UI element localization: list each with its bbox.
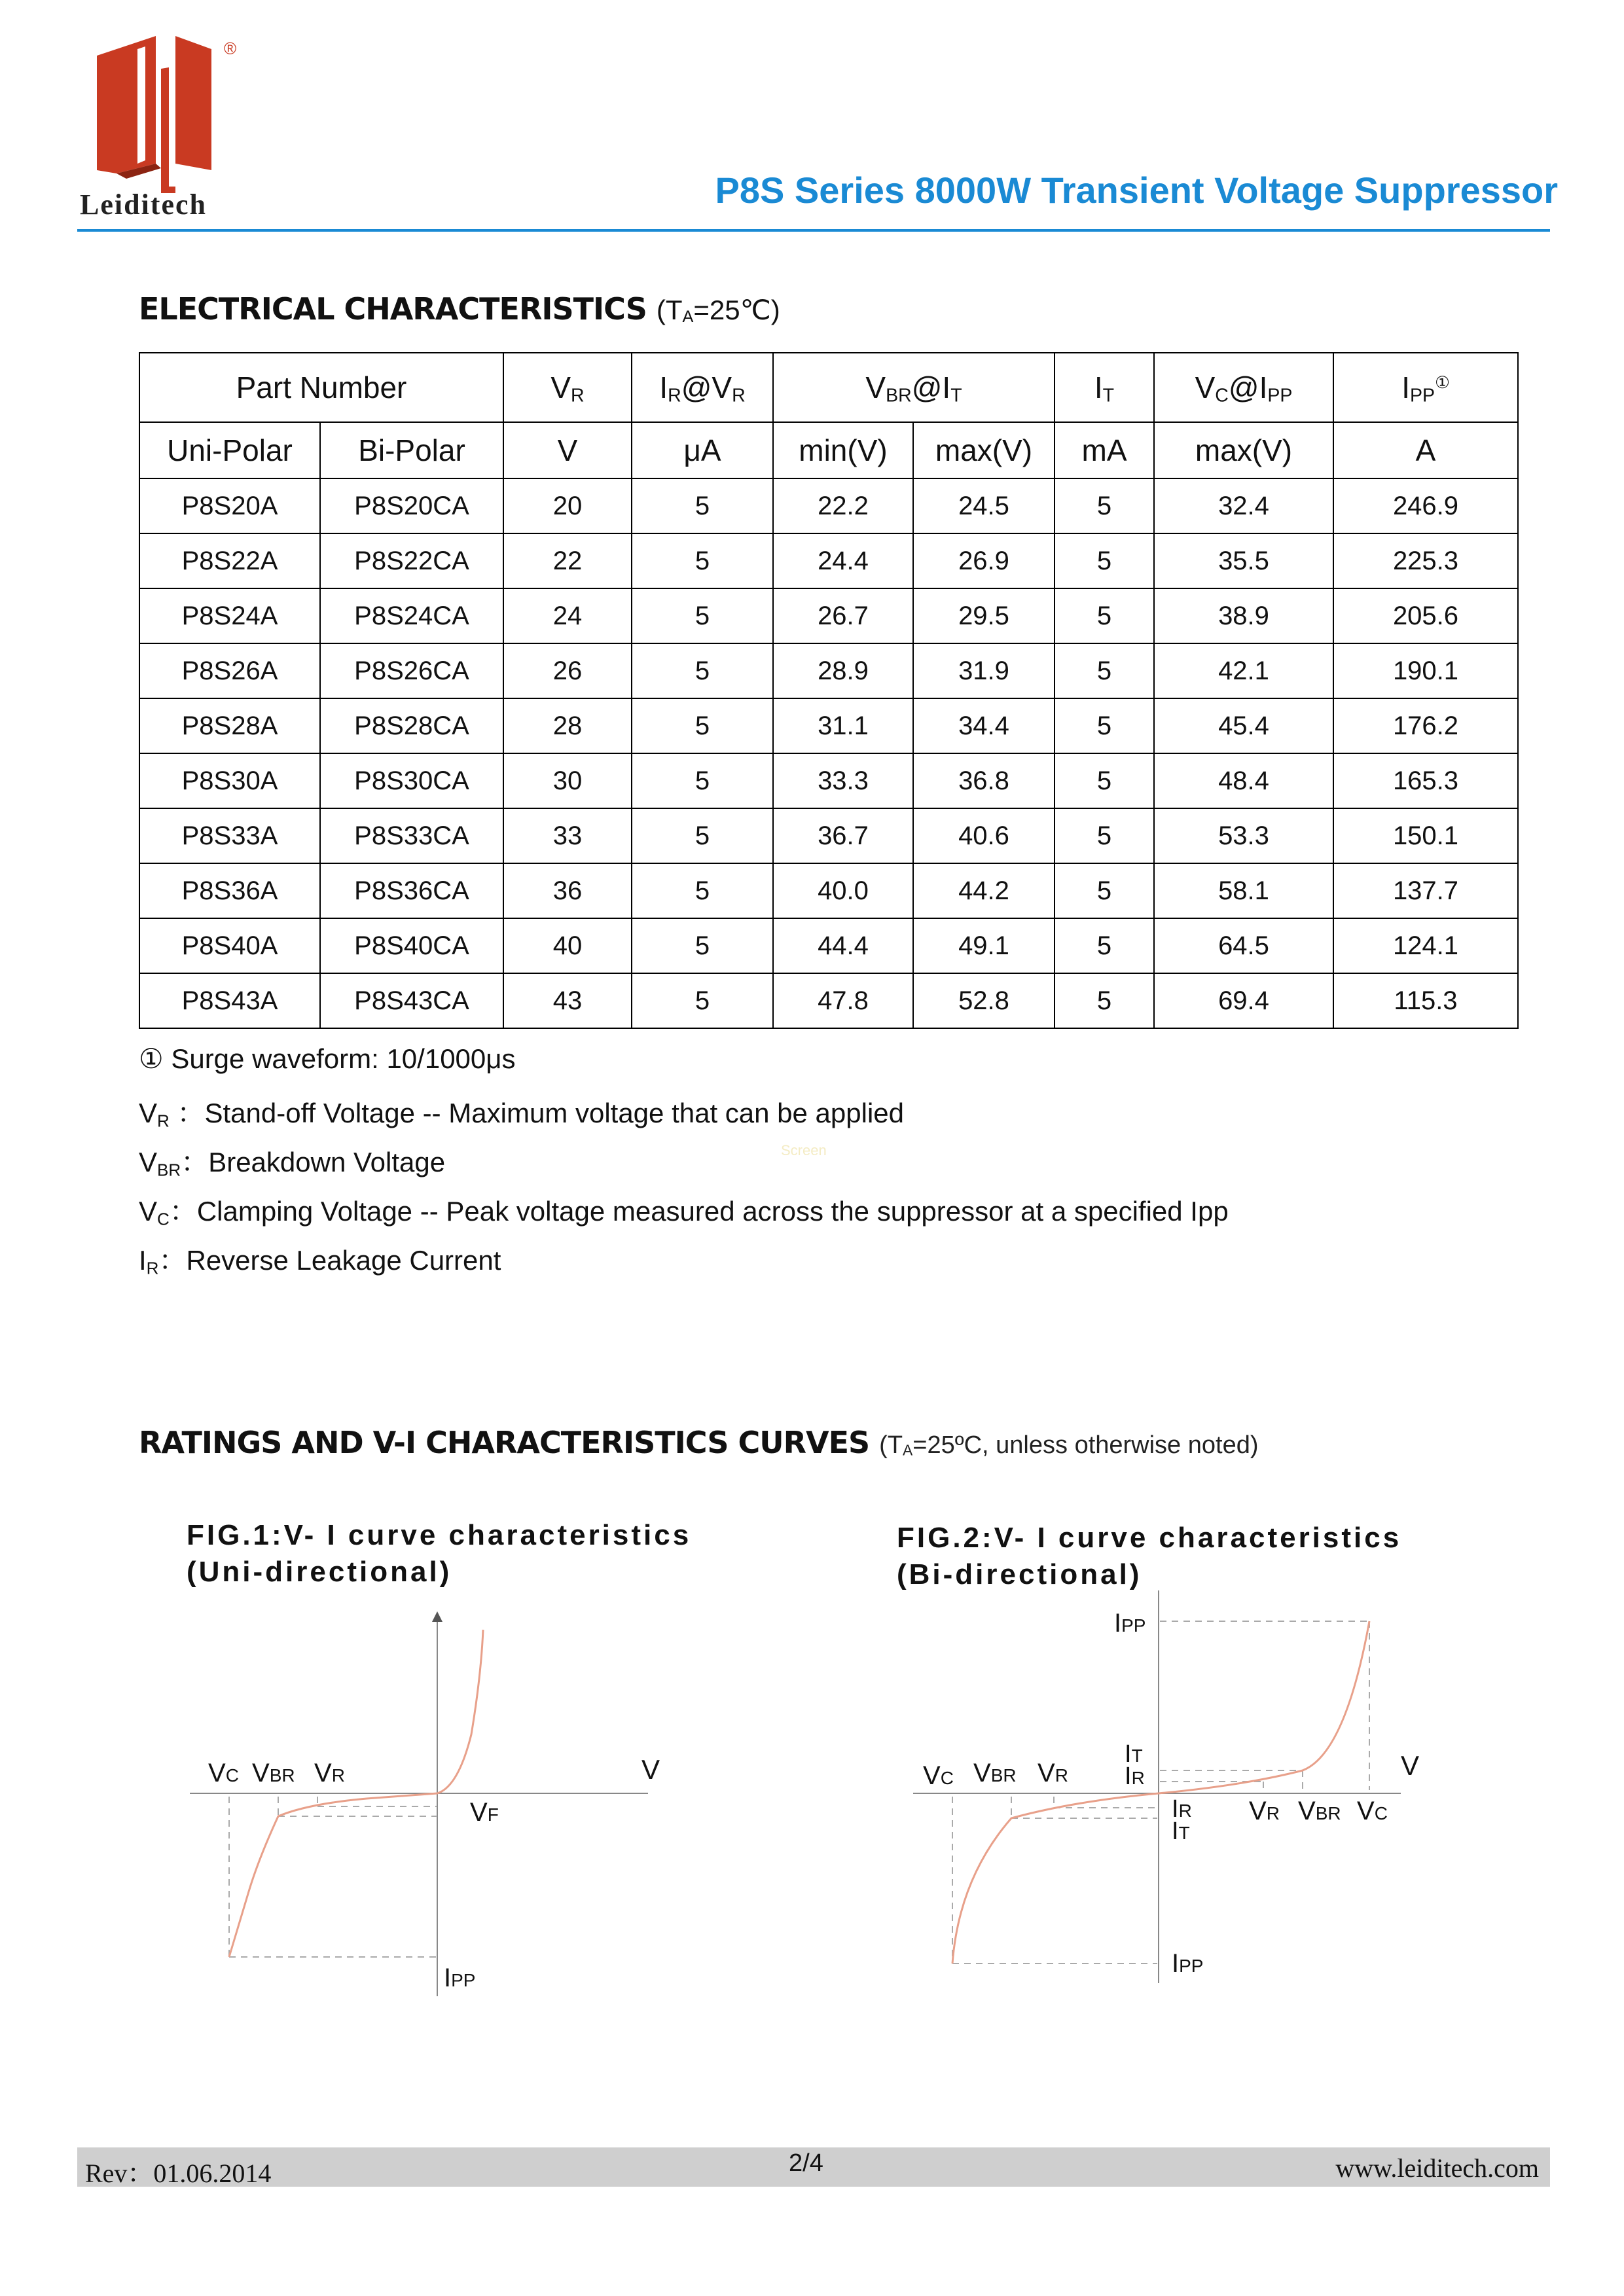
table-cell: 28 <box>503 698 632 753</box>
table-cell: 5 <box>632 973 773 1028</box>
table-cell: 38.9 <box>1154 588 1333 643</box>
fig2-label-ir-top: IR <box>1125 1763 1145 1790</box>
footer-revision: Rev：01.06.2014 <box>85 2159 272 2188</box>
table-cell: 32.4 <box>1154 478 1333 533</box>
table-cell: 124.1 <box>1333 918 1518 973</box>
table-cell: P8S24CA <box>320 588 503 643</box>
unit-vbr-max: max(V) <box>913 422 1055 478</box>
table-cell: P8S28A <box>139 698 320 753</box>
table-cell: 22 <box>503 533 632 588</box>
table-cell: 5 <box>632 698 773 753</box>
table-cell: 5 <box>632 753 773 808</box>
table-cell: 44.2 <box>913 863 1055 918</box>
table-cell: P8S33A <box>139 808 320 863</box>
table-cell: P8S43CA <box>320 973 503 1028</box>
fig2-label-ir-bot: IR <box>1172 1795 1192 1823</box>
fig2-label-v: V <box>1401 1750 1420 1781</box>
table-cell: 26 <box>503 643 632 698</box>
table-cell: 5 <box>1055 478 1154 533</box>
ratings-heading: RATINGS AND V-I CHARACTERISTICS CURVES ($T_A=25ºC$, unless otherwise noted) <box>139 1425 1259 1460</box>
fig2-curve <box>952 1621 1369 1964</box>
table-cell: P8S40CA <box>320 918 503 973</box>
table-cell: 29.5 <box>913 588 1055 643</box>
table-cell: P8S28CA <box>320 698 503 753</box>
table-cell: 47.8 <box>773 973 913 1028</box>
table-cell: 24 <box>503 588 632 643</box>
table-cell: 5 <box>1055 533 1154 588</box>
table-cell: P8S26CA <box>320 643 503 698</box>
table-cell: P8S40A <box>139 918 320 973</box>
table-cell: 5 <box>1055 973 1154 1028</box>
table-cell: P8S30CA <box>320 753 503 808</box>
ratings-condition: ($T_A=25ºC$, unless otherwise noted) <box>879 1431 1259 1459</box>
table-cell: P8S43A <box>139 973 320 1028</box>
table-cell: 40.0 <box>773 863 913 918</box>
table-cell: 5 <box>1055 918 1154 973</box>
fig2-label-vc-right: VC <box>1357 1797 1388 1825</box>
note-surge-waveform: ① Surge waveform: 10/1000μs <box>139 1043 516 1074</box>
unit-uni-polar: Uni-Polar <box>139 422 320 478</box>
table-cell: 34.4 <box>913 698 1055 753</box>
note-ir: $I_R$：Reverse Leakage Current <box>139 1245 501 1278</box>
table-cell: 176.2 <box>1333 698 1518 753</box>
table-cell: 52.8 <box>913 973 1055 1028</box>
table-cell: P8S36A <box>139 863 320 918</box>
table-cell: 190.1 <box>1333 643 1518 698</box>
table-cell: 43 <box>503 973 632 1028</box>
registered-mark: ® <box>224 39 237 58</box>
table-cell: P8S26A <box>139 643 320 698</box>
unit-bi-polar: Bi-Polar <box>320 422 503 478</box>
table-cell: P8S24A <box>139 588 320 643</box>
table-cell: 24.4 <box>773 533 913 588</box>
table-cell: 22.2 <box>773 478 913 533</box>
table-cell: 246.9 <box>1333 478 1518 533</box>
unit-ir: μA <box>632 422 773 478</box>
table-cell: 5 <box>632 588 773 643</box>
table-cell: 58.1 <box>1154 863 1333 918</box>
table-cell: 26.9 <box>913 533 1055 588</box>
fig1-label-vbr: VBR <box>252 1759 295 1787</box>
table-cell: 45.4 <box>1154 698 1333 753</box>
table-cell: 36.7 <box>773 808 913 863</box>
header-ir-at-vr: $I_R@V_R$ <box>632 353 773 422</box>
fig1-label-vr: VR <box>314 1759 345 1787</box>
table-cell: 48.4 <box>1154 753 1333 808</box>
unit-vbr-min: min(V) <box>773 422 913 478</box>
table-cell: 53.3 <box>1154 808 1333 863</box>
document-title: P8S Series 8000W Transient Voltage Suppressor <box>715 170 1558 211</box>
fig2-label-vr-right: VR <box>1249 1797 1280 1825</box>
fig2-label-it-bot: IT <box>1172 1818 1190 1845</box>
table-cell: 36 <box>503 863 632 918</box>
footer-website: www.leiditech.com <box>1335 2153 1539 2183</box>
header-part-number: Part Number <box>139 353 503 422</box>
table-cell: 30 <box>503 753 632 808</box>
table-cell: P8S33CA <box>320 808 503 863</box>
unit-ipp: A <box>1333 422 1518 478</box>
table-cell: 5 <box>632 478 773 533</box>
table-cell: 5 <box>632 808 773 863</box>
table-cell: 5 <box>1055 588 1154 643</box>
table-cell: 20 <box>503 478 632 533</box>
unit-vc: max(V) <box>1154 422 1333 478</box>
fig1-label-vf: VF <box>470 1798 499 1827</box>
table-cell: 44.4 <box>773 918 913 973</box>
table-cell: 28.9 <box>773 643 913 698</box>
table-cell: 36.8 <box>913 753 1055 808</box>
electrical-heading: ELECTRICAL CHARACTERISTICS $(T_A=25℃)$ <box>139 291 780 327</box>
table-cell: 5 <box>632 643 773 698</box>
fig2-label-vbr: VBR <box>973 1759 1017 1787</box>
table-cell: 24.5 <box>913 478 1055 533</box>
table-cell: P8S36CA <box>320 863 503 918</box>
fig1-label-vc: VC <box>208 1759 239 1787</box>
table-cell: 5 <box>1055 643 1154 698</box>
table-cell: 40.6 <box>913 808 1055 863</box>
table-cell: P8S20CA <box>320 478 503 533</box>
table-cell: 26.7 <box>773 588 913 643</box>
fig2-label-ipp-top: IPP <box>1114 1609 1146 1638</box>
table-cell: 150.1 <box>1333 808 1518 863</box>
note-vr: $V_R$ ：Stand-off Voltage -- Maximum voltage that can be applied <box>139 1098 905 1131</box>
table-cell: 40 <box>503 918 632 973</box>
footer-page-number: 2/4 <box>789 2149 823 2177</box>
fig2-label-it-top: IT <box>1125 1740 1143 1768</box>
table-cell: P8S30A <box>139 753 320 808</box>
table-cell: 225.3 <box>1333 533 1518 588</box>
electrical-condition: $(T_A=25℃)$ <box>656 295 780 326</box>
header-it: $I_T$ <box>1055 353 1154 422</box>
table-cell: 31.9 <box>913 643 1055 698</box>
fig1-label-v: V <box>641 1754 660 1785</box>
watermark-text: Screen <box>781 1142 827 1158</box>
table-cell: 35.5 <box>1154 533 1333 588</box>
table-cell: 5 <box>1055 863 1154 918</box>
table-cell: 205.6 <box>1333 588 1518 643</box>
fig2-label-vr: VR <box>1038 1759 1068 1787</box>
unit-vr: V <box>503 422 632 478</box>
table-cell: 42.1 <box>1154 643 1333 698</box>
table-cell: 64.5 <box>1154 918 1333 973</box>
table-cell: 5 <box>632 533 773 588</box>
fig1-label-ipp: IPP <box>444 1964 476 1992</box>
table-cell: P8S22CA <box>320 533 503 588</box>
header-ipp: $I_{PP}^①$ <box>1333 353 1518 422</box>
table-cell: 33.3 <box>773 753 913 808</box>
fig1-title: FIG.1:V- I curve characteristics (Uni-directional) <box>187 1519 692 1588</box>
table-cell: 31.1 <box>773 698 913 753</box>
table-cell: 5 <box>1055 698 1154 753</box>
fig2-title: FIG.2:V- I curve characteristics (Bi-directional) <box>897 1522 1402 1590</box>
table-cell: 137.7 <box>1333 863 1518 918</box>
table-cell: 5 <box>632 918 773 973</box>
header-vbr-at-it: $V_{BR}@I_T$ <box>773 353 1055 422</box>
table-cell: 49.1 <box>913 918 1055 973</box>
table-cell: P8S20A <box>139 478 320 533</box>
header-vc-at-ipp: $V_C@I_{PP}$ <box>1154 353 1333 422</box>
fig2-label-vc: VC <box>923 1761 954 1790</box>
header-vr: $V_R$ <box>503 353 632 422</box>
unit-it: mA <box>1055 422 1154 478</box>
table-cell: 5 <box>1055 753 1154 808</box>
table-cell: 33 <box>503 808 632 863</box>
table-cell: 165.3 <box>1333 753 1518 808</box>
table-cell: 5 <box>1055 808 1154 863</box>
table-cell: P8S22A <box>139 533 320 588</box>
fig2-label-vbr-right: VBR <box>1298 1797 1341 1825</box>
table-cell: 69.4 <box>1154 973 1333 1028</box>
brand-name: Leiditech <box>80 188 207 221</box>
table-cell: 5 <box>632 863 773 918</box>
table-cell: 115.3 <box>1333 973 1518 1028</box>
fig2-label-ipp-bot: IPP <box>1172 1949 1204 1978</box>
note-vbr: $V_{BR}$：Breakdown Voltage <box>139 1147 446 1180</box>
note-vc: $V_C$：Clamping Voltage -- Peak voltage measured across the suppressor at a specified Ipp <box>139 1196 1229 1229</box>
